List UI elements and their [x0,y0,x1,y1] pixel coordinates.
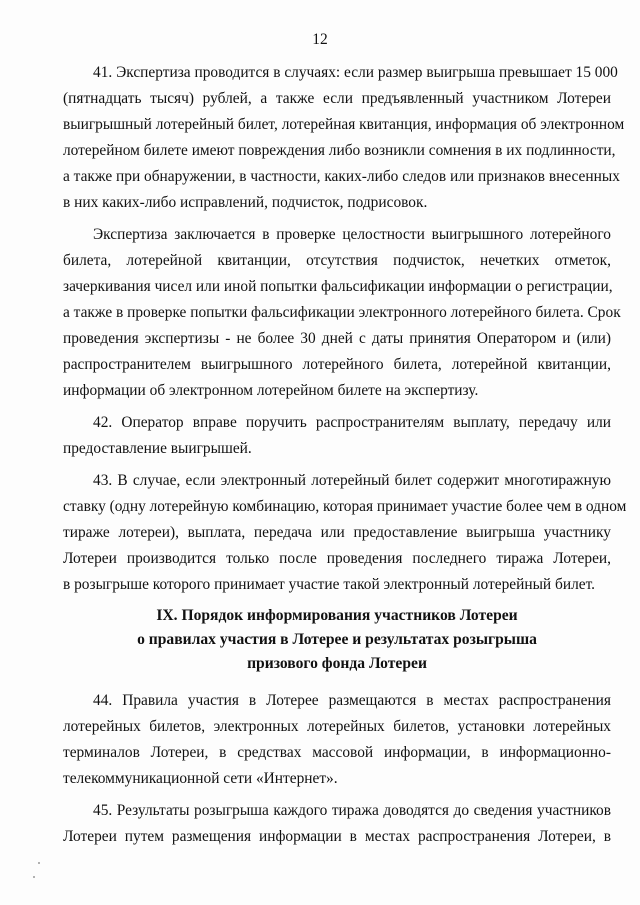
text-line: в них каких-либо исправлений, подчисток, подрисовок. [63,194,428,211]
text-line: в розыгрыше которого принимает участие такой электронный лотерейный билет. [63,576,596,593]
text-line: а также при обнаружении, в частности, каких-либо следов или признаков внесенных [63,168,620,185]
text-line: ставку (одну лотерейную комбинацию, которая принимает участие более чем в одном [63,498,627,515]
text-line: телекоммуникационной сети «Интернет». [63,770,338,787]
text-line: 43. В случае, если электронный лотерейный билет содержит многотиражную [93,472,611,489]
section-heading-line: призового фонда Лотереи [247,655,427,672]
section-heading-line: IX. Порядок информирования участников Лотереи [156,607,518,624]
text-line: (пятнадцать тысяч) рублей, а также если предъявленный участником Лотереи [63,90,611,107]
paragraph-43 [63,468,627,598]
paragraph-expertise [63,222,621,404]
text-line: тираже лотереи), выплата, передача или предоставление выигрыша участнику [63,524,611,541]
text-line: информации об электронном лотерейном билете на экспертизу. [63,382,479,399]
page-number: 12 [312,31,328,48]
scan-speck [33,876,35,878]
text-line: 44. Правила участия в Лотерее размещаются в местах распространения [93,692,611,709]
text-block-bottom [63,688,611,850]
text-line: Экспертиза заключается в проверке целостности выигрышного лотерейного [93,226,611,243]
text-line: Лотереи путем размещения информации в местах распространения Лотереи, в [63,828,611,845]
section-heading [63,604,611,676]
text-line: предоставление выигрышей. [63,440,252,457]
text-line: 45. Результаты розыгрыша каждого тиража доводятся до сведения участников [93,802,611,819]
paragraph-45 [63,798,611,850]
text-line: билета, лотерейной квитанции, отсутствия подчисток, нечетких отметок, [63,252,611,269]
text-line: выигрышный лотерейный билет, лотерейная квитанция, информация об электронном [63,116,625,133]
text-line: лотерейном билете имеют повреждения либо возникли сомнения в их подлинности, [63,142,616,159]
paragraph-44 [63,688,611,792]
text-line: проведения экспертизы - не более 30 дней с даты принятия Оператором и (или) [63,330,611,347]
text-line: 41. Экспертиза проводится в случаях: если размер выигрыша превышает 15 000 [93,64,618,81]
text-line: а также в проверке попытки фальсификации электронного лотерейного билета. Срок [63,304,621,321]
text-block-top [63,60,627,598]
text-line: Лотереи производится только после проведения последнего тиража Лотереи, [63,550,611,567]
text-line: лотерейных билетов, электронных лотерейных билетов, установки лотерейных [63,718,611,735]
section-heading-line: о правилах участия в Лотерее и результатах розыгрыша [137,631,537,648]
text-line: 42. Оператор вправе поручить распространителям выплату, передачу или [93,414,611,431]
paragraph-42 [63,410,611,462]
text-line: терминалов Лотереи, в средствах массовой информации, в информационно- [63,744,611,761]
text-line: зачеркивания чисел или иной попытки фальсификации информации о регистрации, [63,278,613,295]
text-line: распространителем выигрышного лотерейного билета, лотерейной квитанции, [63,356,611,373]
scan-speck [38,862,40,864]
paragraph-41 [63,60,625,216]
